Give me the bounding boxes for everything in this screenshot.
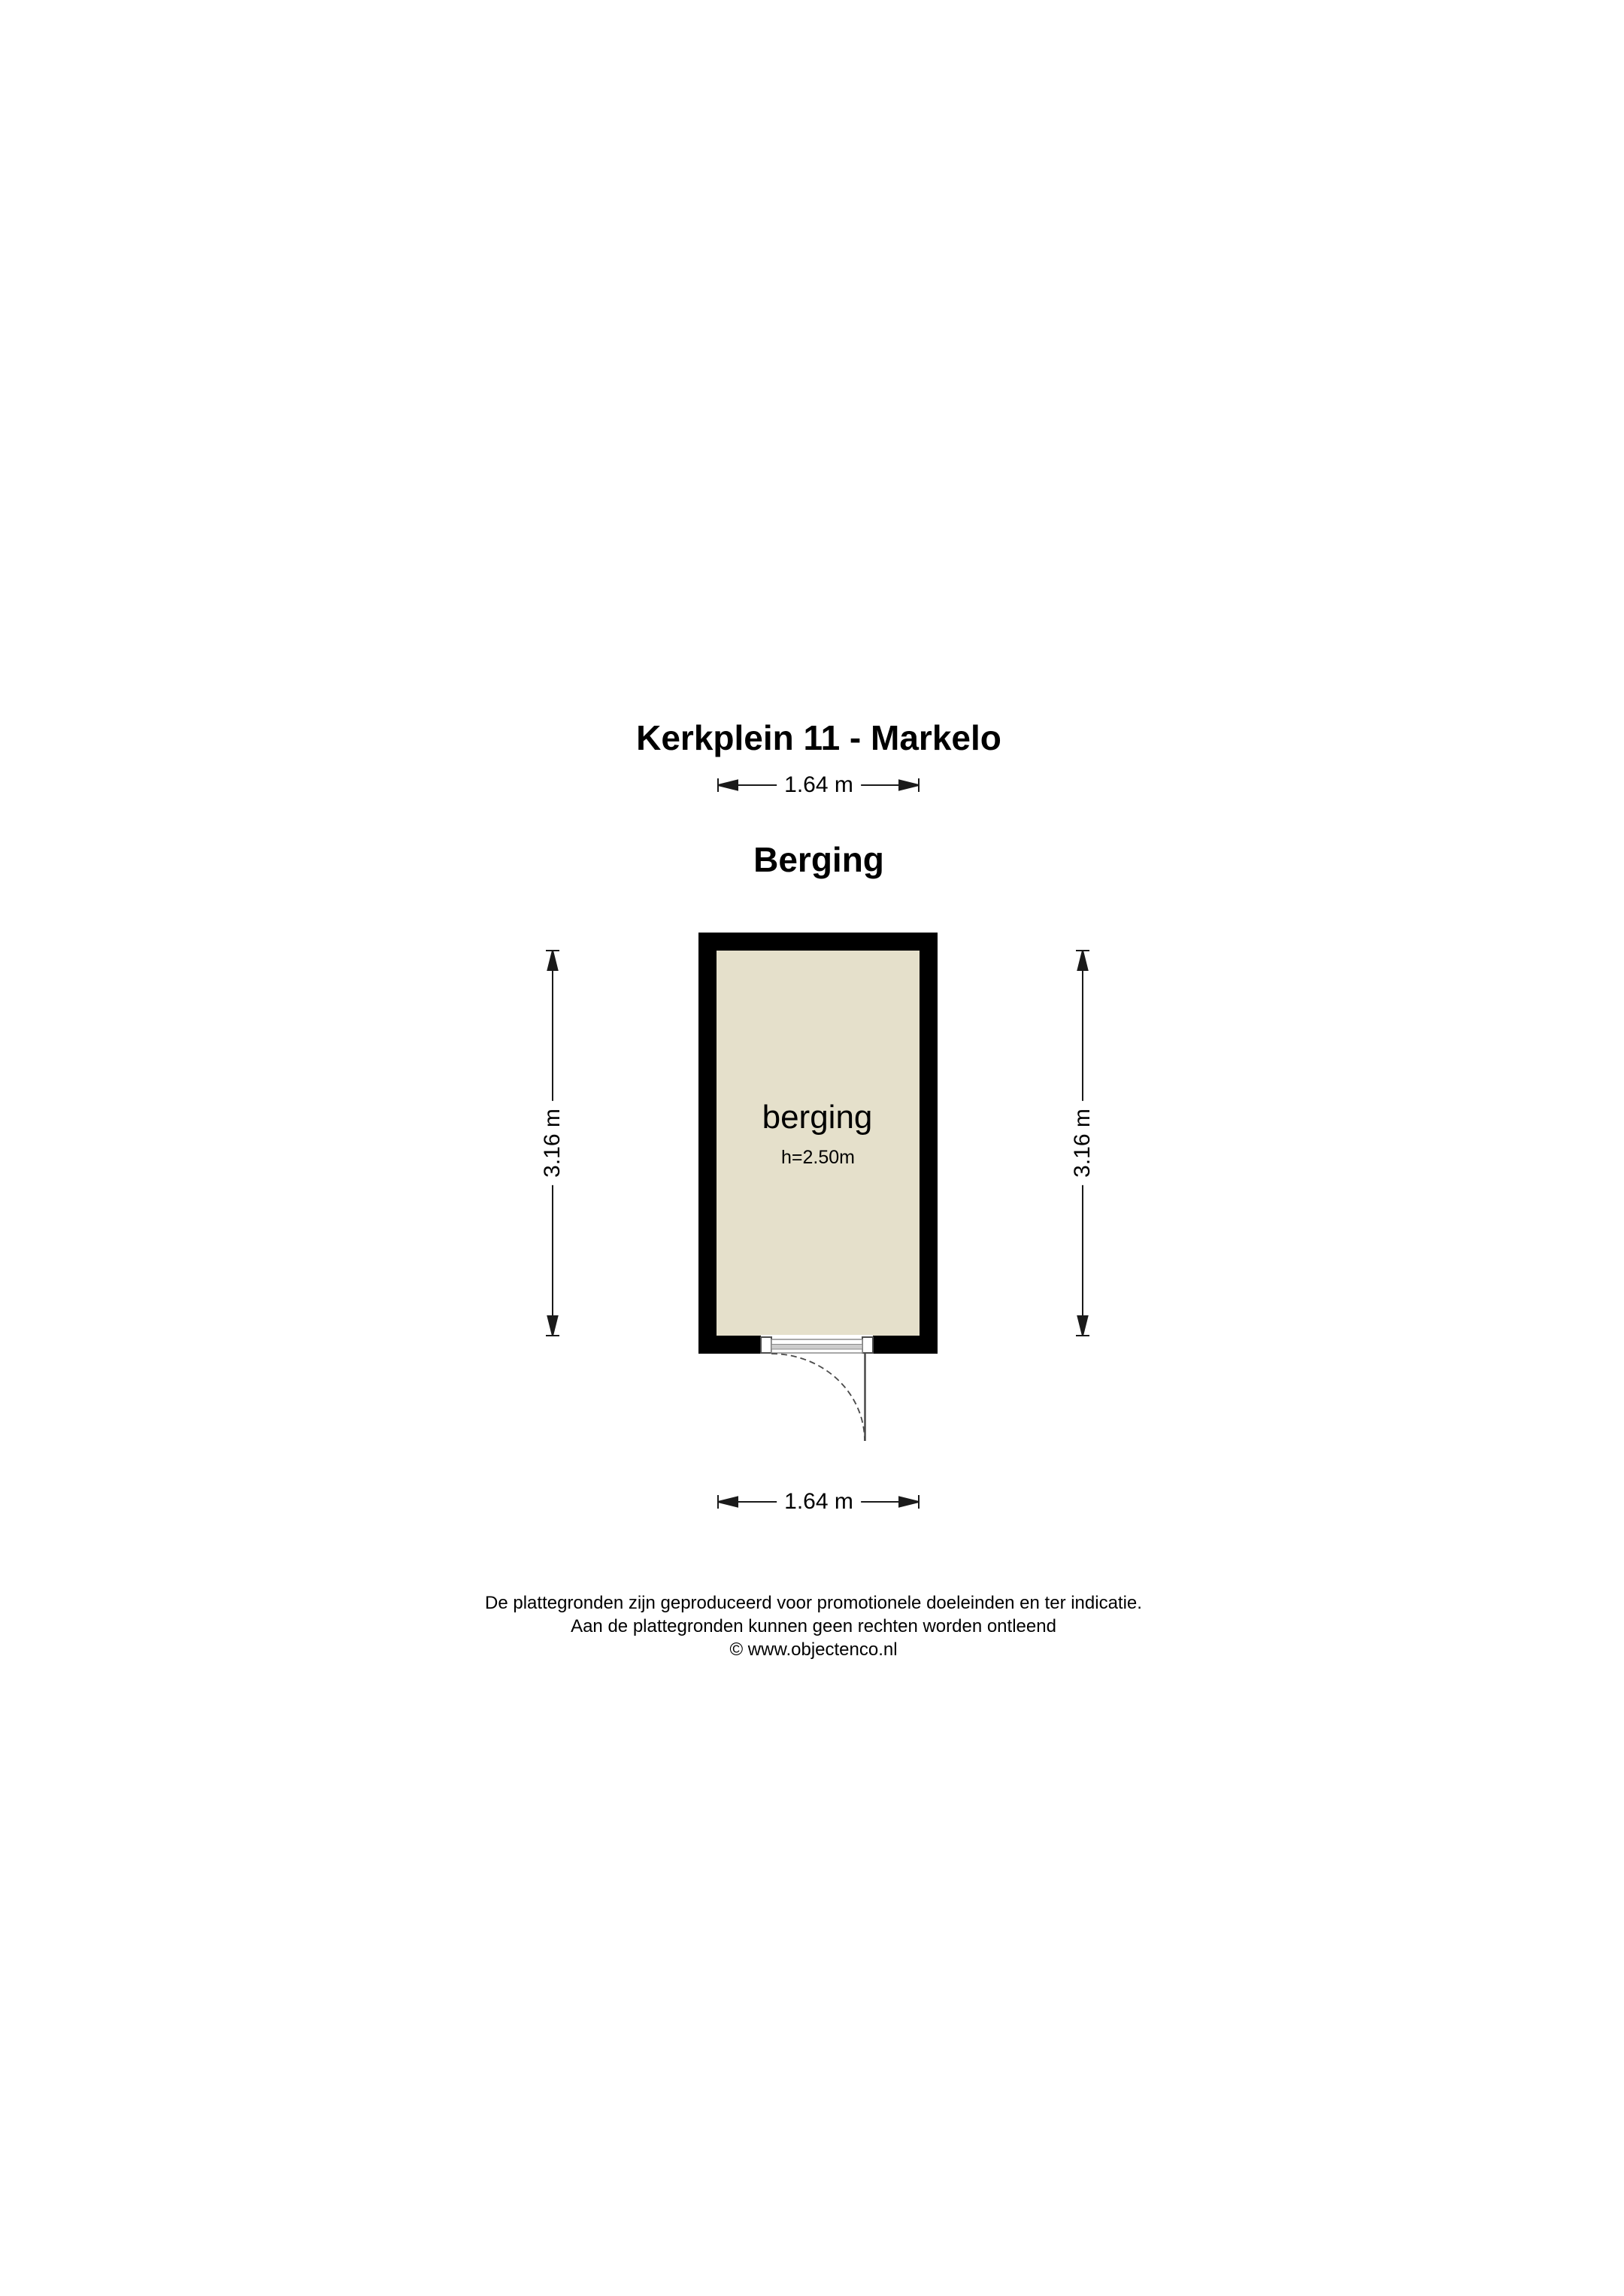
dimension-label-bottom: 1.64 m: [777, 1489, 861, 1515]
footer-line-2: Aan de plattegronden kunnen geen rechten worden ontleend: [571, 1616, 1056, 1636]
arrowhead-left-icon: [718, 1497, 738, 1507]
room-ceiling-height-label: h=2.50m: [781, 1147, 855, 1168]
footer-copyright: © www.objectenco.nl: [729, 1639, 898, 1660]
door-jamb-right: [862, 1337, 873, 1353]
door-threshold-stripe: [771, 1345, 862, 1350]
dimension-label-left: 3.16 m: [540, 1101, 565, 1185]
footer-disclaimer: [2, 1591, 1624, 1661]
room-floor: [717, 951, 920, 1336]
door-swing-arc: [771, 1354, 865, 1441]
dimension-label-top: 1.64 m: [777, 772, 861, 798]
arrowhead-up-icon: [548, 951, 558, 970]
door-jamb-left: [761, 1337, 771, 1353]
footer-line-1: De plattegronden zijn geproduceerd voor promotionele doeleinden en ter indicatie.: [485, 1593, 1142, 1613]
plan-title-address: Kerkplein 11 - Markelo: [636, 718, 1001, 757]
dimension-label-right: 3.16 m: [1070, 1101, 1095, 1185]
room-name-label: berging: [762, 1099, 873, 1136]
plan-title-floor: Berging: [753, 840, 884, 879]
arrowhead-right-icon: [899, 1497, 919, 1507]
arrowhead-down-icon: [1078, 1316, 1088, 1336]
arrowhead-down-icon: [548, 1316, 558, 1336]
arrowhead-up-icon: [1078, 951, 1088, 970]
